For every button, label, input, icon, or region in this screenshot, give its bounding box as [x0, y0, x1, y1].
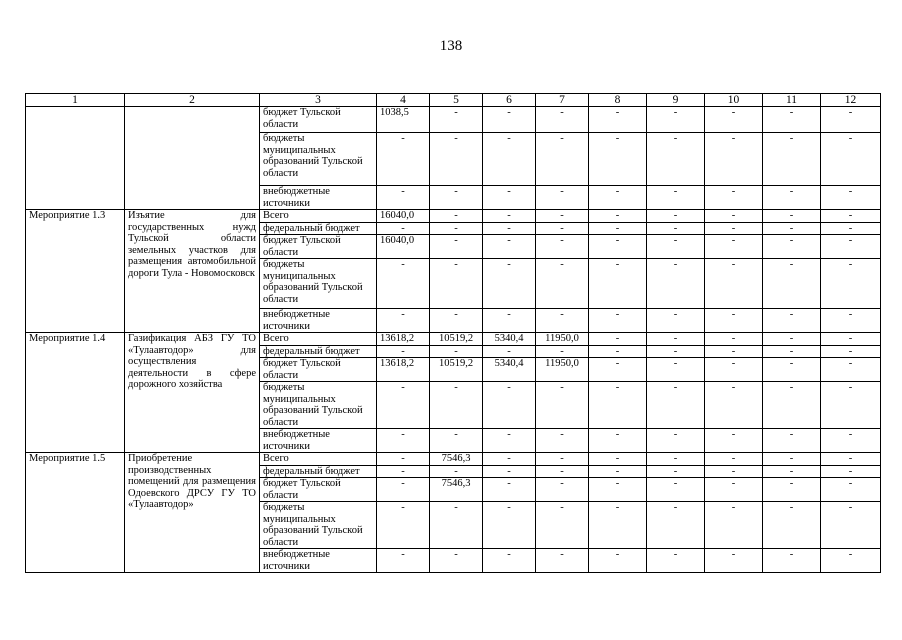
value-cell: -: [589, 465, 647, 478]
source-cell: внебюджетные источники: [260, 549, 377, 573]
value-cell: -: [377, 465, 430, 478]
value-cell: -: [430, 382, 483, 429]
value-cell: -: [430, 210, 483, 223]
value-cell: -: [705, 549, 763, 573]
value-cell: -: [705, 358, 763, 382]
value-cell: -: [536, 549, 589, 573]
source-cell: Всего: [260, 453, 377, 466]
header-cell: 6: [483, 94, 536, 107]
value-cell: -: [536, 133, 589, 186]
value-cell: -: [536, 210, 589, 223]
value-cell: -: [647, 453, 705, 466]
value-cell: -: [377, 478, 430, 502]
value-cell: -: [647, 502, 705, 549]
value-cell: 16040,0: [377, 210, 430, 223]
value-cell: -: [483, 465, 536, 478]
value-cell: -: [705, 235, 763, 259]
value-cell: -: [821, 186, 881, 210]
value-cell: -: [377, 382, 430, 429]
continued-event-cell: [26, 107, 125, 210]
value-cell: -: [589, 210, 647, 223]
header-cell: 8: [589, 94, 647, 107]
header-cell: 10: [705, 94, 763, 107]
value-cell: -: [430, 186, 483, 210]
value-cell: -: [821, 478, 881, 502]
value-cell: -: [763, 259, 821, 309]
value-cell: -: [763, 429, 821, 453]
event-description: Изъятие для государственных нужд Тульской области земельных участков для размещения автомобильной дороги Тула - Новомосковск: [125, 210, 260, 333]
value-cell: 5340,4: [483, 333, 536, 346]
value-cell: -: [763, 210, 821, 223]
header-cell: 11: [763, 94, 821, 107]
value-cell: -: [647, 333, 705, 346]
page-number: 138: [439, 38, 463, 54]
source-cell: бюджет Тульской области: [260, 358, 377, 382]
value-cell: 7546,3: [430, 478, 483, 502]
value-cell: -: [763, 465, 821, 478]
value-cell: 13618,2: [377, 358, 430, 382]
event-label: Мероприятие 1.4: [26, 333, 125, 453]
header-cell: 3: [260, 94, 377, 107]
value-cell: -: [377, 222, 430, 235]
source-cell: федеральный бюджет: [260, 465, 377, 478]
value-cell: -: [647, 222, 705, 235]
value-cell: -: [536, 502, 589, 549]
value-cell: -: [589, 453, 647, 466]
value-cell: -: [821, 309, 881, 333]
value-cell: -: [589, 358, 647, 382]
value-cell: -: [705, 465, 763, 478]
table-row: [26, 453, 881, 466]
value-cell: 11950,0: [536, 358, 589, 382]
source-cell: федеральный бюджет: [260, 345, 377, 358]
value-cell: -: [821, 345, 881, 358]
value-cell: -: [821, 107, 881, 133]
value-cell: -: [705, 210, 763, 223]
value-cell: -: [377, 259, 430, 309]
value-cell: -: [589, 382, 647, 429]
value-cell: -: [430, 309, 483, 333]
table-row: [26, 210, 881, 223]
value-cell: -: [483, 429, 536, 453]
value-cell: -: [705, 259, 763, 309]
value-cell: -: [821, 133, 881, 186]
source-cell: бюджеты муниципальных образований Тульской области: [260, 133, 377, 186]
value-cell: -: [483, 186, 536, 210]
value-cell: -: [589, 333, 647, 346]
value-cell: -: [430, 259, 483, 309]
header-cell: 2: [125, 94, 260, 107]
value-cell: -: [536, 465, 589, 478]
value-cell: -: [821, 358, 881, 382]
value-cell: -: [536, 309, 589, 333]
source-cell: Всего: [260, 210, 377, 223]
source-cell: внебюджетные источники: [260, 309, 377, 333]
value-cell: -: [705, 309, 763, 333]
value-cell: -: [483, 309, 536, 333]
value-cell: -: [483, 222, 536, 235]
table-body: [26, 94, 881, 573]
source-cell: Всего: [260, 333, 377, 346]
value-cell: -: [483, 453, 536, 466]
value-cell: -: [647, 210, 705, 223]
value-cell: -: [536, 382, 589, 429]
value-cell: -: [647, 259, 705, 309]
value-cell: -: [705, 478, 763, 502]
header-cell: 7: [536, 94, 589, 107]
value-cell: -: [483, 107, 536, 133]
value-cell: -: [821, 502, 881, 549]
event-label: Мероприятие 1.3: [26, 210, 125, 333]
value-cell: -: [589, 133, 647, 186]
value-cell: -: [705, 382, 763, 429]
value-cell: -: [377, 309, 430, 333]
value-cell: -: [763, 453, 821, 466]
header-row: [26, 94, 881, 107]
value-cell: -: [589, 309, 647, 333]
value-cell: -: [483, 259, 536, 309]
event-description: Газификация АБЗ ГУ ТО «Тулаавтодор» для осуществления деятельности в сфере дорожного хозяйства: [125, 333, 260, 453]
value-cell: -: [763, 309, 821, 333]
value-cell: -: [705, 133, 763, 186]
value-cell: -: [647, 345, 705, 358]
value-cell: -: [430, 549, 483, 573]
source-cell: бюджеты муниципальных образований Тульской области: [260, 382, 377, 429]
value-cell: -: [430, 107, 483, 133]
value-cell: -: [705, 502, 763, 549]
value-cell: -: [821, 549, 881, 573]
value-cell: -: [377, 429, 430, 453]
value-cell: -: [589, 107, 647, 133]
value-cell: -: [589, 502, 647, 549]
value-cell: 16040,0: [377, 235, 430, 259]
value-cell: -: [647, 235, 705, 259]
value-cell: -: [430, 235, 483, 259]
value-cell: -: [705, 107, 763, 133]
value-cell: -: [763, 235, 821, 259]
value-cell: -: [430, 133, 483, 186]
value-cell: 13618,2: [377, 333, 430, 346]
value-cell: -: [483, 210, 536, 223]
value-cell: -: [536, 107, 589, 133]
source-cell: бюджеты муниципальных образований Тульской области: [260, 502, 377, 549]
value-cell: -: [430, 465, 483, 478]
header-cell: 1: [26, 94, 125, 107]
header-cell: 9: [647, 94, 705, 107]
value-cell: -: [536, 429, 589, 453]
value-cell: -: [647, 186, 705, 210]
value-cell: -: [430, 429, 483, 453]
value-cell: -: [483, 133, 536, 186]
value-cell: -: [589, 186, 647, 210]
value-cell: -: [483, 502, 536, 549]
value-cell: -: [483, 382, 536, 429]
value-cell: -: [705, 222, 763, 235]
value-cell: -: [821, 453, 881, 466]
source-cell: бюджет Тульской области: [260, 107, 377, 133]
value-cell: -: [536, 453, 589, 466]
value-cell: 7546,3: [430, 453, 483, 466]
value-cell: 5340,4: [483, 358, 536, 382]
value-cell: -: [821, 382, 881, 429]
budget-table: [25, 93, 881, 573]
value-cell: -: [647, 358, 705, 382]
value-cell: -: [483, 478, 536, 502]
value-cell: -: [705, 429, 763, 453]
value-cell: -: [763, 382, 821, 429]
value-cell: -: [647, 133, 705, 186]
value-cell: -: [377, 345, 430, 358]
value-cell: 10519,2: [430, 333, 483, 346]
value-cell: 11950,0: [536, 333, 589, 346]
value-cell: -: [647, 465, 705, 478]
value-cell: 10519,2: [430, 358, 483, 382]
value-cell: -: [377, 549, 430, 573]
value-cell: -: [647, 549, 705, 573]
value-cell: -: [763, 107, 821, 133]
value-cell: -: [589, 549, 647, 573]
value-cell: -: [763, 549, 821, 573]
value-cell: -: [377, 186, 430, 210]
value-cell: -: [536, 222, 589, 235]
value-cell: -: [763, 358, 821, 382]
value-cell: -: [647, 429, 705, 453]
value-cell: -: [705, 453, 763, 466]
value-cell: -: [536, 235, 589, 259]
value-cell: -: [430, 345, 483, 358]
value-cell: -: [647, 478, 705, 502]
value-cell: -: [430, 502, 483, 549]
value-cell: -: [763, 186, 821, 210]
header-cell: 5: [430, 94, 483, 107]
value-cell: -: [763, 133, 821, 186]
source-cell: внебюджетные источники: [260, 429, 377, 453]
event-label: Мероприятие 1.5: [26, 453, 125, 573]
value-cell: -: [589, 222, 647, 235]
table-row: [26, 333, 881, 346]
value-cell: -: [377, 502, 430, 549]
source-cell: бюджеты муниципальных образований Тульской области: [260, 259, 377, 309]
value-cell: -: [430, 222, 483, 235]
value-cell: -: [763, 222, 821, 235]
value-cell: -: [705, 186, 763, 210]
value-cell: -: [821, 429, 881, 453]
value-cell: -: [589, 235, 647, 259]
source-cell: бюджет Тульской области: [260, 478, 377, 502]
value-cell: -: [821, 259, 881, 309]
event-description: Приобретение производственных помещений для размещения Одоевского ДРСУ ГУ ТО «Тулаавтодор»: [125, 453, 260, 573]
value-cell: -: [821, 222, 881, 235]
value-cell: -: [647, 107, 705, 133]
value-cell: -: [705, 333, 763, 346]
value-cell: -: [647, 309, 705, 333]
value-cell: -: [821, 235, 881, 259]
value-cell: -: [589, 429, 647, 453]
value-cell: -: [536, 259, 589, 309]
value-cell: -: [589, 259, 647, 309]
value-cell: -: [763, 478, 821, 502]
value-cell: -: [377, 133, 430, 186]
value-cell: -: [763, 333, 821, 346]
source-cell: федеральный бюджет: [260, 222, 377, 235]
value-cell: -: [821, 465, 881, 478]
value-cell: -: [483, 345, 536, 358]
value-cell: -: [536, 478, 589, 502]
value-cell: -: [483, 549, 536, 573]
value-cell: 1038,5: [377, 107, 430, 133]
value-cell: -: [589, 478, 647, 502]
value-cell: -: [763, 345, 821, 358]
value-cell: -: [821, 210, 881, 223]
table-row: [26, 107, 881, 133]
value-cell: -: [647, 382, 705, 429]
source-cell: бюджет Тульской области: [260, 235, 377, 259]
value-cell: -: [821, 333, 881, 346]
value-cell: -: [536, 345, 589, 358]
continued-description-cell: [125, 107, 260, 210]
header-cell: 12: [821, 94, 881, 107]
value-cell: -: [483, 235, 536, 259]
header-cell: 4: [377, 94, 430, 107]
value-cell: -: [377, 453, 430, 466]
value-cell: -: [705, 345, 763, 358]
value-cell: -: [536, 186, 589, 210]
value-cell: -: [589, 345, 647, 358]
source-cell: внебюджетные источники: [260, 186, 377, 210]
value-cell: -: [763, 502, 821, 549]
